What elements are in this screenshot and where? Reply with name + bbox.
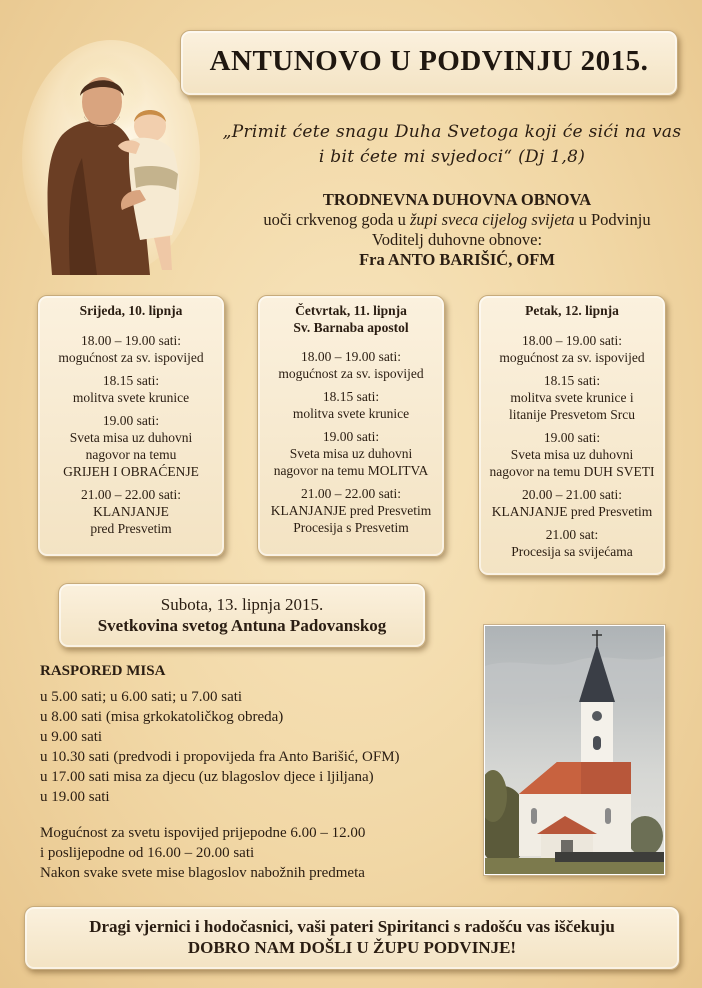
schedule-text: molitva svete krunice i [510, 390, 634, 405]
day-heading [258, 302, 444, 336]
day-heading-saint: Sv. Barnaba apostol [293, 320, 409, 335]
intro-line-parish-a: uoči crkvenog goda u [263, 210, 410, 229]
blessing-line: Nakon svake svete mise blagoslov nabožnih predmeta [40, 865, 365, 881]
schedule-time: 18.00 – 19.00 sati: [300, 349, 402, 364]
confession-line: Mogućnost za svetu ispovijed prijepodne 6.00 – 12.00 [40, 825, 366, 841]
church-illustration [485, 626, 664, 874]
mass-time-line: u 5.00 sati; u 6.00 sati; u 7.00 sati [40, 689, 243, 705]
schedule-text: nagovor na temu DUH SVETI [489, 464, 655, 479]
schedule-text: KLANJANJE pred Presvetim [270, 503, 432, 518]
mass-time-line: u 19.00 sati [40, 789, 110, 805]
schedule-text: Procesija sa svijećama [511, 544, 633, 559]
schedule-time: 19.00 sati: [322, 429, 380, 444]
schedule-block [38, 412, 224, 480]
day-heading: Srijeda, 10. lipnja [79, 303, 183, 318]
schedule-text: litanije Presvetom Srcu [509, 407, 635, 422]
schedule-block [258, 485, 444, 536]
schedule-block [258, 348, 444, 382]
day-card-friday [478, 295, 666, 576]
schedule-time: 21.00 sat: [545, 527, 599, 542]
quote-line-1: „Primit ćete snagu Duha Svetoga koji će sići na vas [222, 122, 682, 142]
day-card-thursday [257, 295, 445, 557]
schedule-time: 18.15 sati: [322, 389, 380, 404]
intro-line-parish-c: u Podvinju [574, 210, 651, 229]
schedule-text: KLANJANJE pred Presvetim [491, 504, 653, 519]
schedule-block [479, 526, 665, 560]
day-card-wednesday [37, 295, 225, 557]
confession-line: i poslijepodne od 16.00 – 20.00 sati [40, 845, 255, 861]
quote-line-2: i bit ćete mi svjedoci“ (Dj 1,8) [318, 147, 586, 167]
spacer [40, 807, 400, 823]
schedule-time: 19.00 sati: [543, 430, 601, 445]
mass-time-line: u 10.30 sati (predvodi i propovijeda fra Anto Barišić, OFM) [40, 749, 400, 765]
saturday-banner [58, 583, 426, 648]
mass-schedule [40, 661, 400, 883]
schedule-text: mogućnost za sv. ispovijed [278, 366, 424, 381]
schedule-block [38, 486, 224, 537]
schedule-block [258, 388, 444, 422]
schedule-text: Procesija s Presvetim [293, 520, 409, 535]
intro-leader-label: Voditelj duhovne obnove: [371, 230, 543, 249]
schedule-time: 18.15 sati: [102, 373, 160, 388]
saint-anthony-illustration [22, 40, 200, 276]
page-title: ANTUNOVO U PODVINJU 2015. [209, 45, 649, 77]
intro-line-parish [242, 210, 672, 230]
schedule-block [38, 332, 224, 366]
schedule-time: 18.00 – 19.00 sati: [521, 333, 623, 348]
footer-banner [24, 906, 680, 970]
schedule-block [479, 372, 665, 423]
day-heading-date: Četvrtak, 11. lipnja [295, 303, 407, 318]
schedule-text: Sveta misa uz duhovni [289, 446, 413, 461]
schedule-block [479, 332, 665, 366]
saint-anthony-image [22, 40, 200, 276]
footer-line-2: DOBRO NAM DOŠLI U ŽUPU PODVINJE! [187, 938, 517, 957]
intro-heading: TRODNEVNA DUHOVNA OBNOVA [322, 190, 592, 209]
title-banner [180, 30, 678, 96]
schedule-text: molitva svete krunice [72, 390, 190, 405]
intro-line-parish-b: župi sveca cijelog svijeta [410, 210, 575, 229]
schedule-time: 20.00 – 21.00 sati: [521, 487, 623, 502]
intro-leader-name: Fra ANTO BARIŠIĆ, OFM [359, 250, 555, 269]
schedule-text: nagovor na temu [85, 447, 177, 462]
mass-time-line: u 17.00 sati misa za djecu (uz blagoslov djece i ljiljana) [40, 769, 374, 785]
schedule-time: 21.00 – 22.00 sati: [300, 486, 402, 501]
schedule-time: 21.00 – 22.00 sati: [80, 487, 182, 502]
saturday-date: Subota, 13. lipnja 2015. [160, 595, 324, 614]
schedule-text: GRIJEH I OBRAĆENJE [63, 464, 199, 479]
schedule-block [479, 429, 665, 480]
schedule-time: 18.15 sati: [543, 373, 601, 388]
mass-schedule-heading: RASPORED MISA [40, 663, 166, 679]
schedule-block [258, 428, 444, 479]
mass-time-line: u 8.00 sati (misa grkokatoličkog obreda) [40, 709, 284, 725]
schedule-text: mogućnost za sv. ispovijed [499, 350, 645, 365]
schedule-text: Sveta misa uz duhovni [510, 447, 634, 462]
schedule-time: 19.00 sati: [102, 413, 160, 428]
church-photo [484, 625, 665, 875]
saturday-feast: Svetkovina svetog Antuna Padovanskog [97, 616, 387, 635]
schedule-text: mogućnost za sv. ispovijed [58, 350, 204, 365]
bible-quote [222, 120, 682, 170]
schedule-text: molitva svete krunice [292, 406, 410, 421]
schedule-time: 18.00 – 19.00 sati: [80, 333, 182, 348]
schedule-text: nagovor na temu MOLITVA [273, 463, 429, 478]
schedule-block [38, 372, 224, 406]
day-heading: Petak, 12. lipnja [525, 303, 619, 318]
intro-text [263, 190, 651, 270]
schedule-text: KLANJANJE [93, 504, 169, 519]
mass-time-line: u 9.00 sati [40, 729, 103, 745]
schedule-block [479, 486, 665, 520]
schedule-text: Sveta misa uz duhovni [69, 430, 193, 445]
footer-line-1: Dragi vjernici i hodočasnici, vaši pateri Spiritanci s radošću vas iščekuju [89, 917, 615, 936]
schedule-text: pred Presvetim [90, 521, 172, 536]
